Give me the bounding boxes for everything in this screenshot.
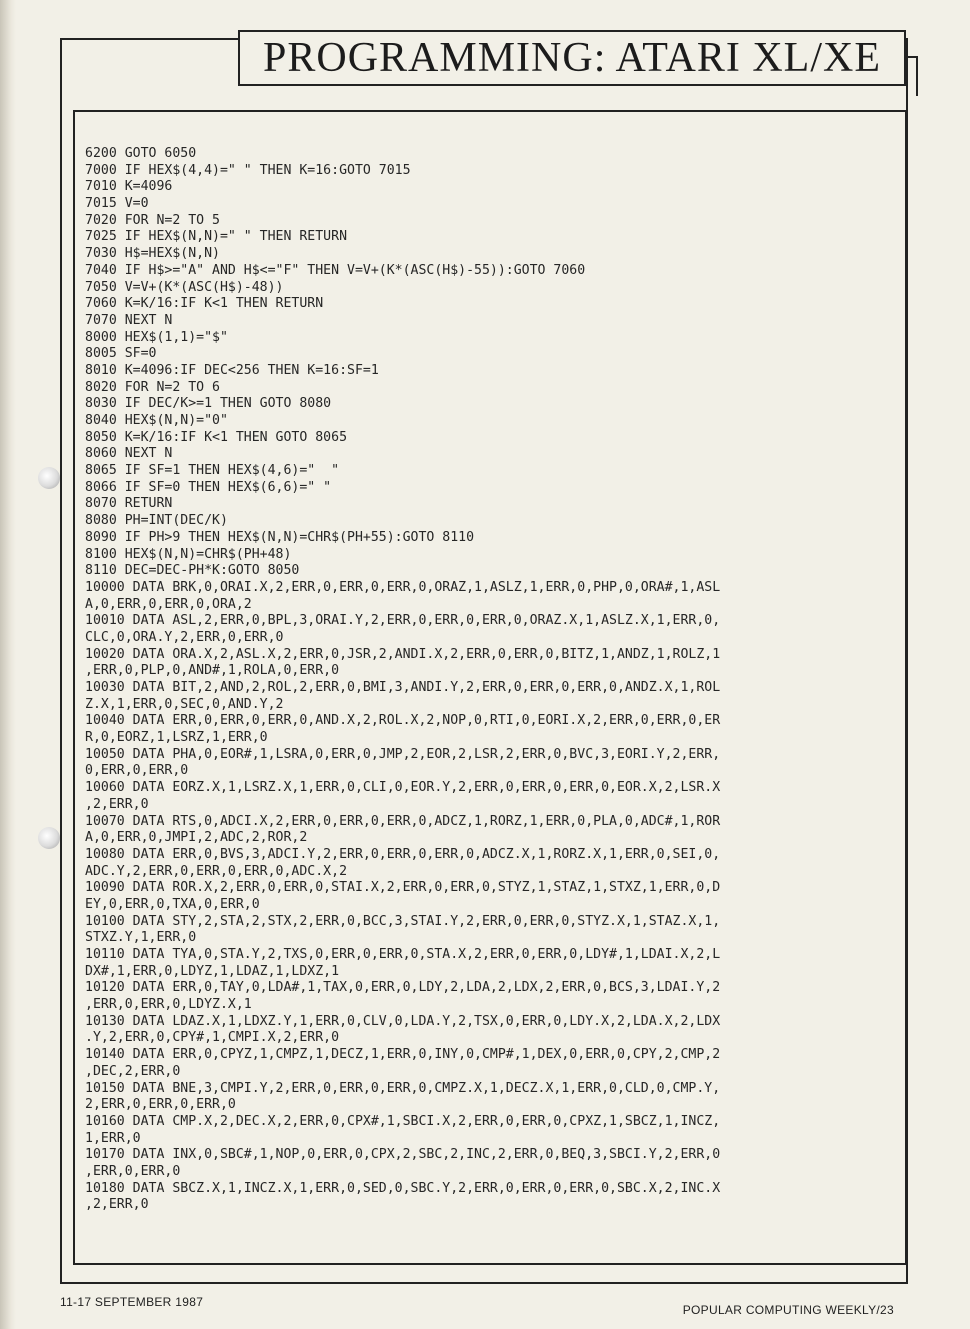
code-line: 8040 HEX$(N,N)="0" <box>85 413 228 428</box>
code-line: 10140 DATA ERR,0,CPYZ,1,CMPZ,1,DECZ,1,ERR,0,INY,0,CMP#,1,DEX,0,ERR,0,CPY,2,CMP,2 <box>85 1047 721 1063</box>
page-footer: POPULAR COMPUTING WEEKLY/23 <box>682 1303 894 1317</box>
code-line: 8100 HEX$(N,N)=CHR$(PH+48) <box>85 546 292 562</box>
code-line: 8070 RETURN <box>85 496 173 512</box>
code-line: 7010 K=4096 <box>85 179 173 195</box>
code-line: ADC.Y,2,ERR,0,ERR,0,ERR,0,ADC.X,2 <box>85 863 348 879</box>
code-line: Z.X,1,ERR,0,SEC,0,AND.Y,2 <box>85 696 284 712</box>
code-line: 10000 DATA BRK,0,ORAI.X,2,ERR,0,ERR,0,ERR,0,ORAZ,1,ASLZ,1,ERR,0,PHP,0,ORA#,1,ASL <box>85 579 721 595</box>
code-line: 8090 IF PH>9 THEN HEX$(N,N)=CHR$(PH+55):GOTO 8110 <box>85 529 475 545</box>
code-line: 1,ERR,0 <box>85 1130 141 1146</box>
code-line: 8010 K=4096:IF DEC<256 THEN K=16:SF=1 <box>85 362 379 378</box>
code-line: 10160 DATA CMP.X,2,DEC.X,2,ERR,0,CPX#,1,SBCI.X,2,ERR,0,ERR,0,CPXZ,1,SBCZ,1,INCZ, <box>85 1113 721 1129</box>
listing-frame <box>73 110 907 1265</box>
code-line: 7025 IF HEX$(N,N)=" " THEN RETURN <box>85 229 348 245</box>
punch-hole-upper <box>38 467 60 489</box>
code-line: 8110 DEC=DEC-PH*K:GOTO 8050 <box>85 563 300 579</box>
code-line: 8060 NEXT N <box>85 446 173 462</box>
code-line: 10040 DATA ERR,0,ERR,0,ERR,0,AND.X,2,ROL.X,2,NOP,0,RTI,0,EORI.X,2,ERR,0,ERR,0,ER <box>85 713 721 729</box>
page-title: PROGRAMMING: ATARI XL/XE <box>262 35 881 81</box>
code-line: 6200 GOTO 6050 <box>85 146 197 161</box>
header-box <box>238 30 906 86</box>
code-line: ,ERR,0,PLP,0,AND#,1,ROLA,0,ERR,0 <box>85 663 340 679</box>
code-line: ,ERR,0,ERR,0,LDYZ.X,1 <box>85 997 252 1013</box>
program-listing <box>85 146 897 1214</box>
code-line: 10050 DATA PHA,0,EOR#,1,LSRA,0,ERR,0,JMP,2,EOR,2,LSR,2,ERR,0,BVC,3,EORI.Y,2,ERR, <box>85 746 721 762</box>
code-line: 7070 NEXT N <box>85 312 173 328</box>
code-line: .Y,2,ERR,0,CPY#,1,CMPI.X,2,ERR,0 <box>85 1030 340 1046</box>
binding-edge <box>0 0 16 1329</box>
code-line: 8080 PH=INT(DEC/K) <box>85 513 228 529</box>
code-line: 8005 SF=0 <box>85 346 157 362</box>
code-line: 10100 DATA STY,2,STA,2,STX,2,ERR,0,BCC,3,STAI.Y,2,ERR,0,ERR,0,STYZ.X,1,STAZ.X,1, <box>85 913 721 929</box>
code-line: 8030 IF DEC/K>=1 THEN GOTO 8080 <box>85 396 332 412</box>
code-line: 10120 DATA ERR,0,TAY,0,LDA#,1,TAX,0,ERR,0,LDY,2,LDA,2,LDX,2,ERR,0,BCS,3,LDAI.Y,2 <box>85 980 721 996</box>
code-line: 10110 DATA TYA,0,STA.Y,2,TXS,0,ERR,0,ERR,0,STA.X,2,ERR,0,ERR,0,LDY#,1,LDAI.X,2,L <box>85 947 721 962</box>
code-line: 8065 IF SF=1 THEN HEX$(4,6)=" " <box>85 463 340 479</box>
punch-hole-lower <box>38 827 60 849</box>
code-line: 10150 DATA BNE,3,CMPI.Y,2,ERR,0,ERR,0,ERR,0,CMPZ.X,1,DECZ.X,1,ERR,0,CLD,0,CMP.Y, <box>85 1080 721 1096</box>
code-line: 2,ERR,0,ERR,0,ERR,0 <box>85 1097 236 1113</box>
code-line: 10130 DATA LDAZ.X,1,LDXZ.Y,1,ERR,0,CLV,0,LDA.Y,2,TSX,0,ERR,0,LDY.X,2,LDA.X,2,LDX <box>85 1013 721 1029</box>
code-line: 10020 DATA ORA.X,2,ASL.X,2,ERR,0,JSR,2,ANDI.X,2,ERR,0,ERR,0,BITZ,1,ANDZ,1,ROLZ,1 <box>85 646 721 662</box>
code-line: 8050 K=K/16:IF K<1 THEN GOTO 8065 <box>85 429 348 445</box>
code-line: STXZ.Y,1,ERR,0 <box>85 930 197 946</box>
code-line: ,2,ERR,0 <box>85 796 149 812</box>
code-line: 7000 IF HEX$(4,4)=" " THEN K=16:GOTO 7015 <box>85 162 411 178</box>
code-line: 10170 DATA INX,0,SBC#,1,NOP,0,ERR,0,CPX,2,SBC,2,INC,2,ERR,0,BEQ,3,SBCI.Y,2,ERR,0 <box>85 1147 721 1163</box>
code-line: ,DEC,2,ERR,0 <box>85 1063 181 1079</box>
code-line: 10180 DATA SBCZ.X,1,INCZ.X,1,ERR,0,SED,0,SBC.Y,2,ERR,0,ERR,0,ERR,0,SBC.X,2,INC.X <box>85 1180 721 1196</box>
issue-date: 11-17 SEPTEMBER 1987 <box>60 1295 204 1309</box>
code-line: 10080 DATA ERR,0,BVS,3,ADCI.Y,2,ERR,0,ERR,0,ERR,0,ADCZ.X,1,RORZ.X,1,ERR,0,SEI,0, <box>85 846 721 862</box>
code-line: 7040 IF H$>="A" AND H$<="F" THEN V=V+(K*(ASC(H$)-55)):GOTO 7060 <box>85 262 586 278</box>
code-line: 7060 K=K/16:IF K<1 THEN RETURN <box>85 296 324 312</box>
code-line: 7030 H$=HEX$(N,N) <box>85 246 220 262</box>
code-line: 8000 HEX$(1,1)="$" <box>85 329 228 345</box>
code-line: DX#,1,ERR,0,LDYZ,1,LDAZ,1,LDXZ,1 <box>85 963 340 979</box>
code-line: 0,ERR,0,ERR,0 <box>85 763 189 779</box>
header-rule <box>904 56 918 96</box>
code-line: 8066 IF SF=0 THEN HEX$(6,6)=" " <box>85 479 332 495</box>
code-line: 8020 FOR N=2 TO 6 <box>85 379 220 395</box>
code-line: EY,0,ERR,0,TXA,0,ERR,0 <box>85 896 260 912</box>
code-line: R,0,EORZ,1,LSRZ,1,ERR,0 <box>85 730 268 746</box>
code-line: 10010 DATA ASL,2,ERR,0,BPL,3,ORAI.Y,2,ERR,0,ERR,0,ERR,0,ORAZ.X,1,ASLZ.X,1,ERR,0, <box>85 613 721 629</box>
code-line: 7020 FOR N=2 TO 5 <box>85 212 220 228</box>
code-line: 10090 DATA ROR.X,2,ERR,0,ERR,0,STAI.X,2,ERR,0,ERR,0,STYZ,1,STAZ,1,STXZ,1,ERR,0,D <box>85 880 721 896</box>
code-line: ,ERR,0,ERR,0 <box>85 1163 181 1179</box>
code-line: A,0,ERR,0,JMPI,2,ADC,2,ROR,2 <box>85 830 308 846</box>
code-line: CLC,0,ORA.Y,2,ERR,0,ERR,0 <box>85 629 284 645</box>
code-line: 10060 DATA EORZ.X,1,LSRZ.X,1,ERR,0,CLI,0,EOR.Y,2,ERR,0,ERR,0,ERR,0,EOR.X,2,LSR.X <box>85 780 721 796</box>
code-line: 10030 DATA BIT,2,AND,2,ROL,2,ERR,0,BMI,3,ANDI.Y,2,ERR,0,ERR,0,ERR,0,ANDZ.X,1,ROL <box>85 680 721 695</box>
code-line: ,2,ERR,0 <box>85 1197 149 1213</box>
code-line: 10070 DATA RTS,0,ADCI.X,2,ERR,0,ERR,0,ERR,0,ADCZ,1,RORZ,1,ERR,0,PLA,0,ADC#,1,ROR <box>85 813 721 829</box>
code-line: 7050 V=V+(K*(ASC(H$)-48)) <box>85 279 284 295</box>
code-line: A,0,ERR,0,ERR,0,ORA,2 <box>85 596 252 612</box>
code-line: 7015 V=0 <box>85 196 149 212</box>
